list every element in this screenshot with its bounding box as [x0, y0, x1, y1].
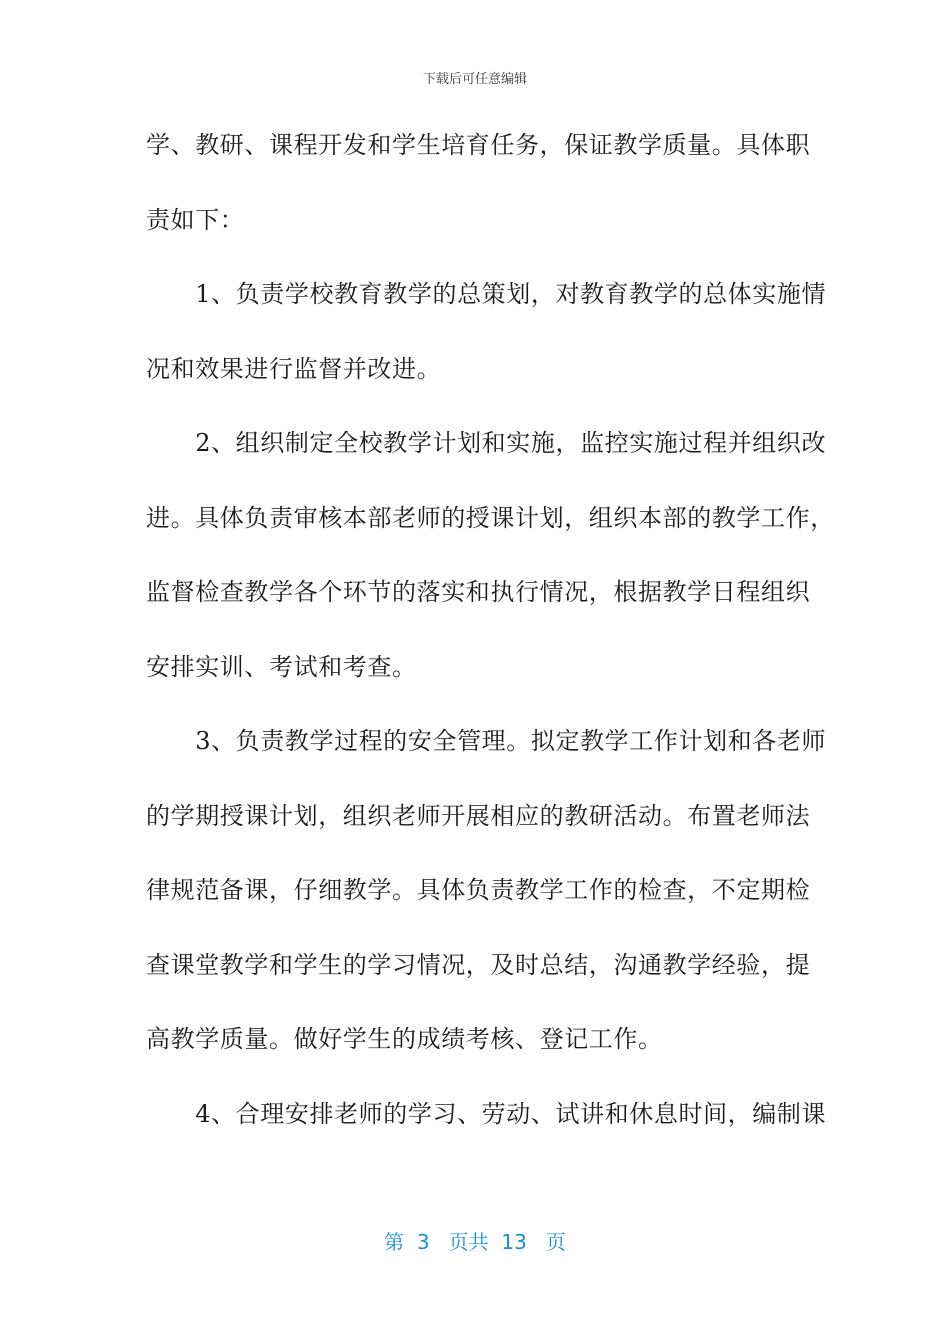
document-body	[146, 123, 835, 1166]
text-line-8: 安排实训、考试和考查。	[146, 652, 417, 681]
footer-suffix: 页	[545, 1230, 566, 1254]
text-line-7: 监督检查教学各个环节的落实和执行情况，根据教学日程组织	[146, 578, 811, 606]
text-line-3: 1、负责学校教育教学的总策划，对教育教学的总体实施情	[146, 280, 827, 308]
footer-prefix: 第	[384, 1230, 405, 1254]
download-note: 下载后可任意编辑	[422, 72, 527, 87]
text-line-2: 责如下：	[146, 205, 245, 234]
text-line-13: 高教学质量。做好学生的成绩考核、登记工作。	[146, 1025, 663, 1053]
text-line-12: 查课堂教学和学生的学习情况，及时总结，沟通教学经验，提	[146, 950, 811, 979]
text-line-6: 进。具体负责审核本部老师的授课计划，组织本部的教学工作，	[146, 503, 835, 532]
text-line-1: 学、教研、课程开发和学生培育任务，保证教学质量。具体职	[146, 131, 811, 159]
text-line-10: 的学期授课计划，组织老师开展相应的教研活动。布置老师法	[146, 801, 811, 830]
text-line-9: 3、负责教学过程的安全管理。拟定教学工作计划和各老师	[146, 727, 827, 755]
page-footer	[0, 1226, 950, 1255]
current-page-number: 3	[416, 1230, 430, 1254]
text-line-11: 律规范备课，仔细教学。具体负责教学工作的检查，不定期检	[146, 876, 811, 904]
text-line-4: 况和效果进行监督并改进。	[146, 354, 442, 383]
text-line-14: 4、合理安排老师的学习、劳动、试讲和休息时间，编制课	[146, 1099, 827, 1128]
footer-middle: 页共	[448, 1230, 489, 1254]
text-line-5: 2、组织制定全校教学计划和实施，监控实施过程并组织改	[146, 429, 827, 457]
total-pages-number: 13	[501, 1230, 527, 1254]
